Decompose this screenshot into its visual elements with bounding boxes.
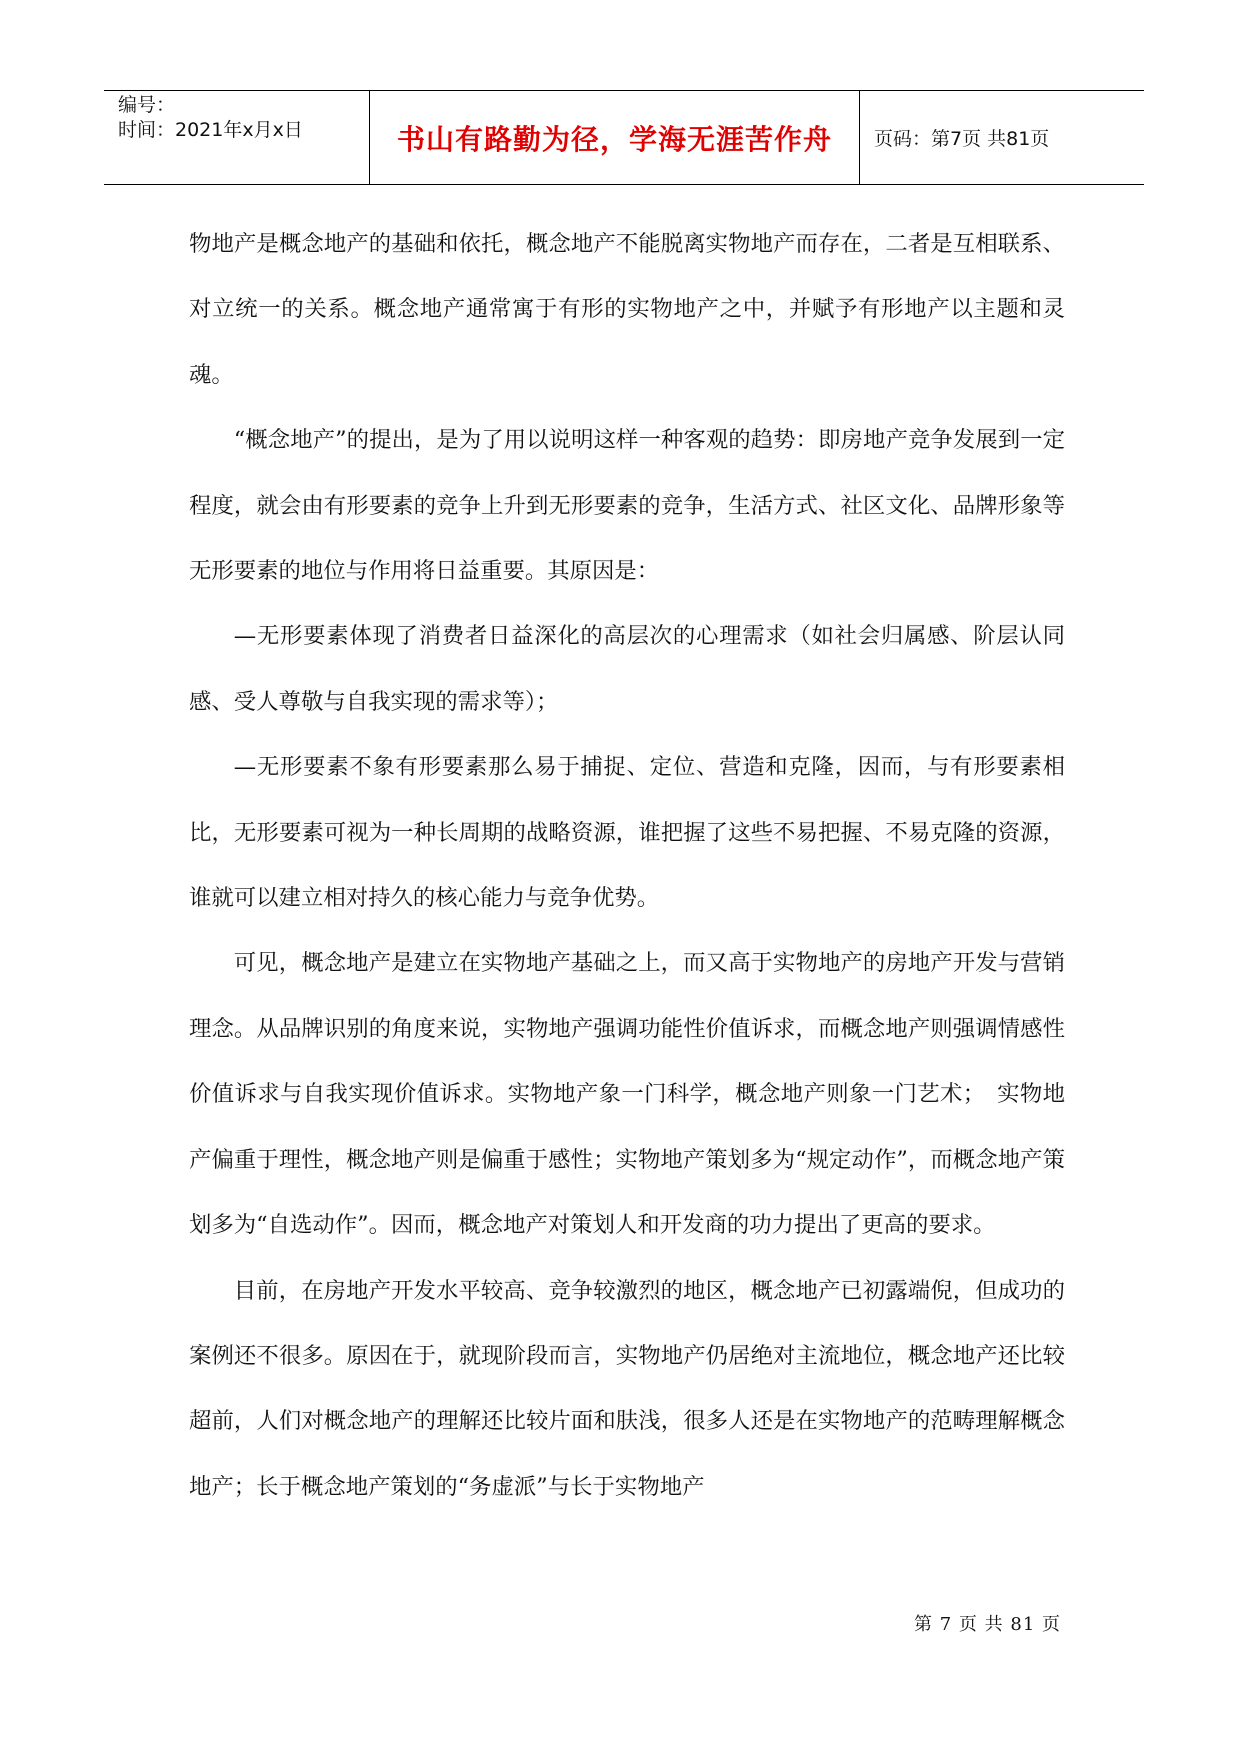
document-body — [189, 212, 1065, 1520]
paragraph: —无形要素体现了消费者日益深化的高层次的心理需求（如社会归属感、阶层认同感、受人尊敬与自我实现的需求等）； — [189, 623, 1065, 715]
date-label: 时间：2021年x月x日 — [118, 119, 303, 141]
paragraph: 目前，在房地产开发水平较高、竞争较激烈的地区，概念地产已初露端倪，但成功的案例还不很多。原因在于，就现阶段而言，实物地产仍居绝对主流地位，概念地产还比较超前，人们对概念地产的理解还比较片面和肤浅，很多人还是在实物地产的范畴理解概念地产；长于概念地产策划的“务虚派”与长于实物地产 — [189, 1277, 1065, 1500]
page-footer: 第 7 页 共 81 页 — [914, 1614, 1061, 1635]
paragraph: “概念地产”的提出，是为了用以说明这样一种客观的趋势：即房地产竞争发展到一定程度，就会由有形要素的竞争上升到无形要素的竞争，生活方式、社区文化、品牌形象等无形要素的地位与作用将日益重要。其原因是： — [189, 427, 1065, 585]
paragraph: 可见，概念地产是建立在实物地产基础之上，而又高于实物地产的房地产开发与营销理念。从品牌识别的角度来说，实物地产强调功能性价值诉求，而概念地产则强调情感性价值诉求与自我实现价值诉求。实物地产象一门科学，概念地产则象一门艺术； 实物地产偏重于理性，概念地产则是偏重于感性；实物地产策划多为“规定动作”，而概念地产策划多为“自选动作”。因而，概念地产对策划人和开发商的功力提出了更高的要求。 — [189, 950, 1065, 1239]
paragraph: —无形要素不象有形要素那么易于捕捉、定位、营造和克隆，因而，与有形要素相比，无形要素可视为一种长周期的战略资源，谁把握了这些不易把握、不易克隆的资源，谁就可以建立相对持久的核心能力与竞争优势。 — [189, 754, 1065, 912]
header-page-number: 页码：第7页 共81页 — [874, 128, 1050, 150]
document-header — [104, 90, 1144, 185]
header-meta — [104, 91, 370, 184]
header-motto: 书山有路勤为径，学海无涯苦作舟 — [370, 91, 860, 184]
serial-number-label: 编号： — [118, 94, 176, 116]
paragraph: 物地产是概念地产的基础和依托，概念地产不能脱离实物地产而存在，二者是互相联系、对立统一的关系。概念地产通常寓于有形的实物地产之中，并赋予有形地产以主题和灵魂。 — [189, 231, 1065, 388]
